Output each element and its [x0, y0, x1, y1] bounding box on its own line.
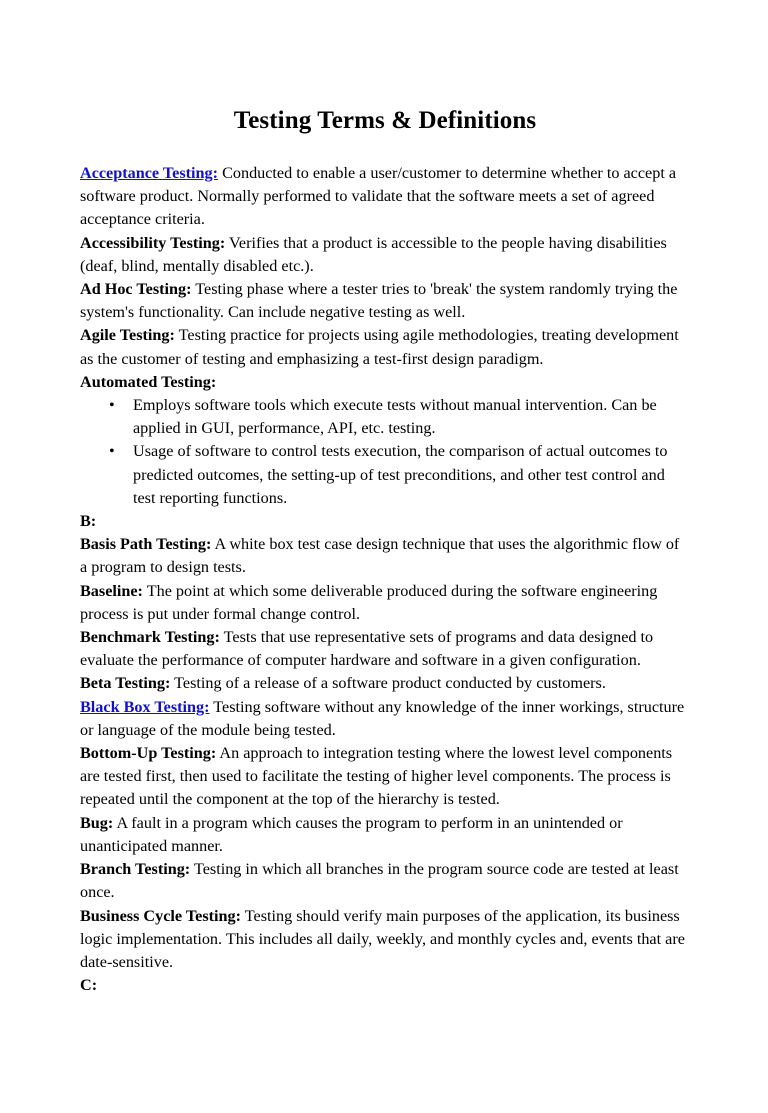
- term-branch-testing: Branch Testing:: [80, 860, 191, 879]
- term-agile-testing: Agile Testing:: [80, 326, 175, 345]
- term-benchmark-testing: Benchmark Testing:: [80, 628, 220, 647]
- term-bottom-up-testing: Bottom-Up Testing:: [80, 744, 217, 763]
- definition-black-box-testing: Testing software without any knowledge of the inner workings, structure or language of the module being tested.: [80, 697, 685, 739]
- term-beta-testing: Beta Testing:: [80, 674, 171, 693]
- definition-ad-hoc-testing: Testing phase where a tester tries to 'break' the system randomly trying the system's functionality. Can include negative testing as well.: [80, 280, 678, 322]
- glossary-body: [80, 162, 690, 997]
- list-item-text: Employs software tools which execute tests without manual intervention. Can be applied in GUI, performance, API, etc. testing.: [133, 396, 657, 438]
- definition-baseline: The point at which some deliverable produced during the software engineering process is put under formal change control.: [80, 581, 658, 623]
- definition-accessibility-testing: Verifies that a product is accessible to the people having disabilities (deaf, blind, mentally disabled etc.).: [80, 233, 667, 275]
- glossary-entry-beta-testing: [80, 672, 690, 695]
- bullet-icon: •: [109, 396, 115, 415]
- bullet-icon: •: [109, 442, 115, 461]
- term-automated-testing: Automated Testing:: [80, 372, 217, 391]
- list-item: [80, 440, 690, 510]
- list-item: [80, 394, 690, 440]
- list-item-text: Usage of software to control tests execution, the comparison of actual outcomes to predicted outcomes, the setting-up of test preconditions, and other test control and test reporting functions.: [133, 442, 668, 507]
- glossary-entry-black-box-testing: [80, 696, 690, 742]
- section-heading-c: C:: [80, 976, 98, 995]
- glossary-entry-acceptance-testing: [80, 162, 690, 232]
- section-heading-b: B:: [80, 512, 97, 531]
- glossary-entry-business-cycle-testing: [80, 905, 690, 975]
- term-link-black-box-testing[interactable]: Black Box Testing:: [80, 697, 210, 716]
- glossary-entry-benchmark-testing: [80, 626, 690, 672]
- automated-testing-bullet-list: [80, 394, 690, 510]
- glossary-entry-agile-testing: [80, 324, 690, 370]
- term-ad-hoc-testing: Ad Hoc Testing:: [80, 280, 192, 299]
- definition-acceptance-testing: Conducted to enable a user/customer to determine whether to accept a software product. Normally performed to validate that the software meets a set of agreed acceptance criteria.: [80, 164, 677, 229]
- glossary-entry-baseline: [80, 580, 690, 626]
- glossary-entry-branch-testing: [80, 858, 690, 904]
- glossary-entry-automated-testing: [80, 371, 690, 394]
- definition-business-cycle-testing: Testing should verify main purposes of the application, its business logic implementation. This includes all daily, weekly, and monthly cycles and, events that are date-sensitive.: [80, 906, 685, 971]
- definition-benchmark-testing: Tests that use representative sets of programs and data designed to evaluate the performance of computer hardware and software in a given configuration.: [80, 628, 654, 670]
- term-business-cycle-testing: Business Cycle Testing:: [80, 906, 242, 925]
- glossary-entry-bottom-up-testing: [80, 742, 690, 812]
- definition-branch-testing: Testing in which all branches in the program source code are tested at least once.: [80, 860, 679, 902]
- term-link-acceptance-testing[interactable]: Acceptance Testing:: [80, 164, 219, 182]
- term-basis-path-testing: Basis Path Testing:: [80, 535, 212, 554]
- glossary-entry-bug: [80, 812, 690, 858]
- glossary-entry-accessibility-testing: [80, 232, 690, 278]
- definition-bug: A fault in a program which causes the program to perform in an unintended or unanticipated manner.: [80, 813, 623, 855]
- definition-bottom-up-testing: An approach to integration testing where the lowest level components are tested first, then used to facilitate the testing of higher level components. The process is repeated until the component at the top of the hierarchy is tested.: [80, 744, 673, 809]
- glossary-entry-basis-path-testing: [80, 533, 690, 579]
- term-accessibility-testing: Accessibility Testing:: [80, 233, 226, 252]
- term-bug: Bug:: [80, 813, 114, 832]
- definition-beta-testing: Testing of a release of a software product conducted by customers.: [170, 674, 606, 693]
- term-baseline: Baseline:: [80, 581, 143, 600]
- glossary-entry-ad-hoc-testing: [80, 278, 690, 324]
- definition-basis-path-testing: A white box test case design technique that uses the algorithmic flow of a program to design tests.: [80, 535, 680, 577]
- page-title: Testing Terms & Definitions: [233, 107, 537, 134]
- document-content: [80, 0, 690, 997]
- definition-agile-testing: Testing practice for projects using agile methodologies, treating development as the customer of testing and emphasizing a test-first design paradigm.: [80, 326, 679, 368]
